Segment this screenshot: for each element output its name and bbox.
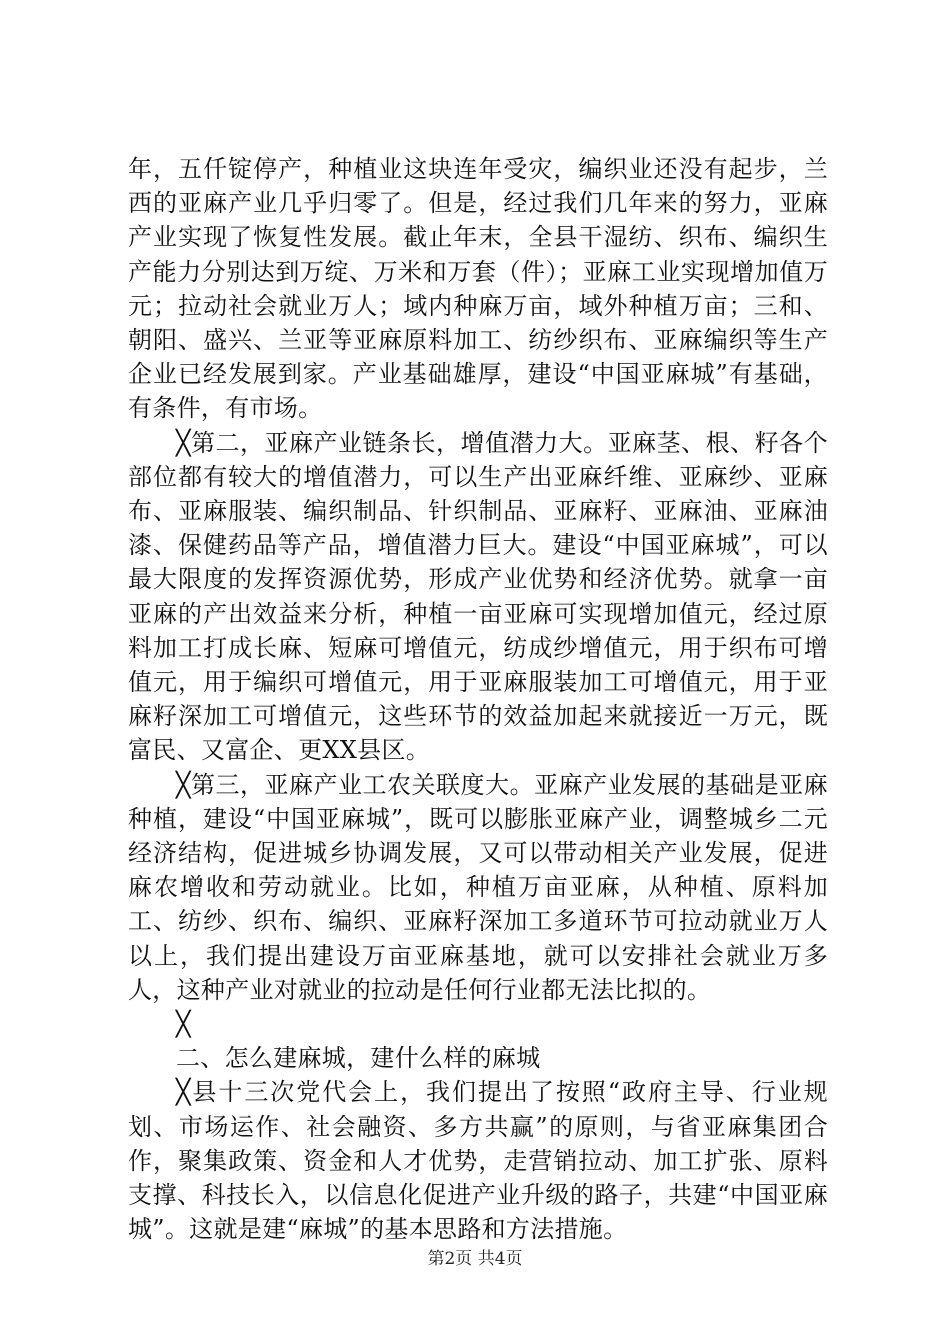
- paragraph-3: ╳第三，亚麻产业工农关联度大。亚麻产业发展的基础是亚麻种植，建设“中国亚麻城”，既可以膨胀亚麻产业，调整城乡二元经济结构，促进城乡协调发展，又可以带动相关产业发展，促进麻农增收和劳动就业。比如，种植万亩亚麻，从种植、原料加工、纺纱、织布、编织、亚麻籽深加工多道环节可拉动就业万人以上，我们提出建设万亩亚麻基地，就可以安排社会就业万多人，这种产业对就业的拉动是任何行业都无法比拟的。: [128, 770, 828, 1004]
- section-heading: 二、怎么建麻城，建什么样的麻城: [176, 1044, 541, 1073]
- paragraph-4-marker: ╳: [176, 1010, 191, 1039]
- paragraph-2: ╳第二，亚麻产业链条长，增值潜力大。亚麻茎、根、籽各个部位都有较大的增值潜力，可以生产出亚麻纤维、亚麻纱、亚麻布、亚麻服装、编织制品、针织制品、亚麻籽、亚麻油、亚麻油漆、保健药品等产品，增值潜力巨大。建设“中国亚麻城”，可以最大限度的发挥资源优势，形成产业优势和经济优势。就拿一亩亚麻的产出效益来分析，种植一亩亚麻可实现增加值元，经过原料加工打成长麻、短麻可增值元，纺成纱增值元，用于织布可增值元，用于编织可增值元，用于亚麻服装加工可增值元，用于亚麻籽深加工可增值元，这些环节的效益加起来就接近一万元，既富民、又富企、更XX县区。: [128, 428, 828, 765]
- paragraph-6: ╳县十三次党代会上，我们提出了按照“政府主导、行业规划、市场运作、社会融资、多方共赢”的原则，与省亚麻集团合作，聚集政策、资金和人才优势，走营销拉动、加工扩张、原料支撑、科技长入，以信息化促进产业升级的路子，共建“中国亚麻城”。这就是建“麻城”的基本思路和方法措施。: [128, 1078, 828, 1244]
- document-body: [128, 152, 828, 1247]
- paragraph-1: 年，五仟锭停产，种植业这块连年受灾，编织业还没有起步，兰西的亚麻产业几乎归零了。但是，经过我们几年来的努力，亚麻产业实现了恢复性发展。截止年末，全县干湿纺、织布、编织生产能力分别达到万绽、万米和万套（件）；亚麻工业实现增加值万元；拉动社会就业万人；域内种麻万亩，域外种植万亩；三和、朝阳、盛兴、兰亚等亚麻原料加工、纺纱织布、亚麻编织等生产企业已经发展到家。产业基础雄厚，建设“中国亚麻城”有基础，有条件，有市场。: [128, 155, 828, 423]
- page-footer: 第2页 共4页: [427, 1249, 523, 1269]
